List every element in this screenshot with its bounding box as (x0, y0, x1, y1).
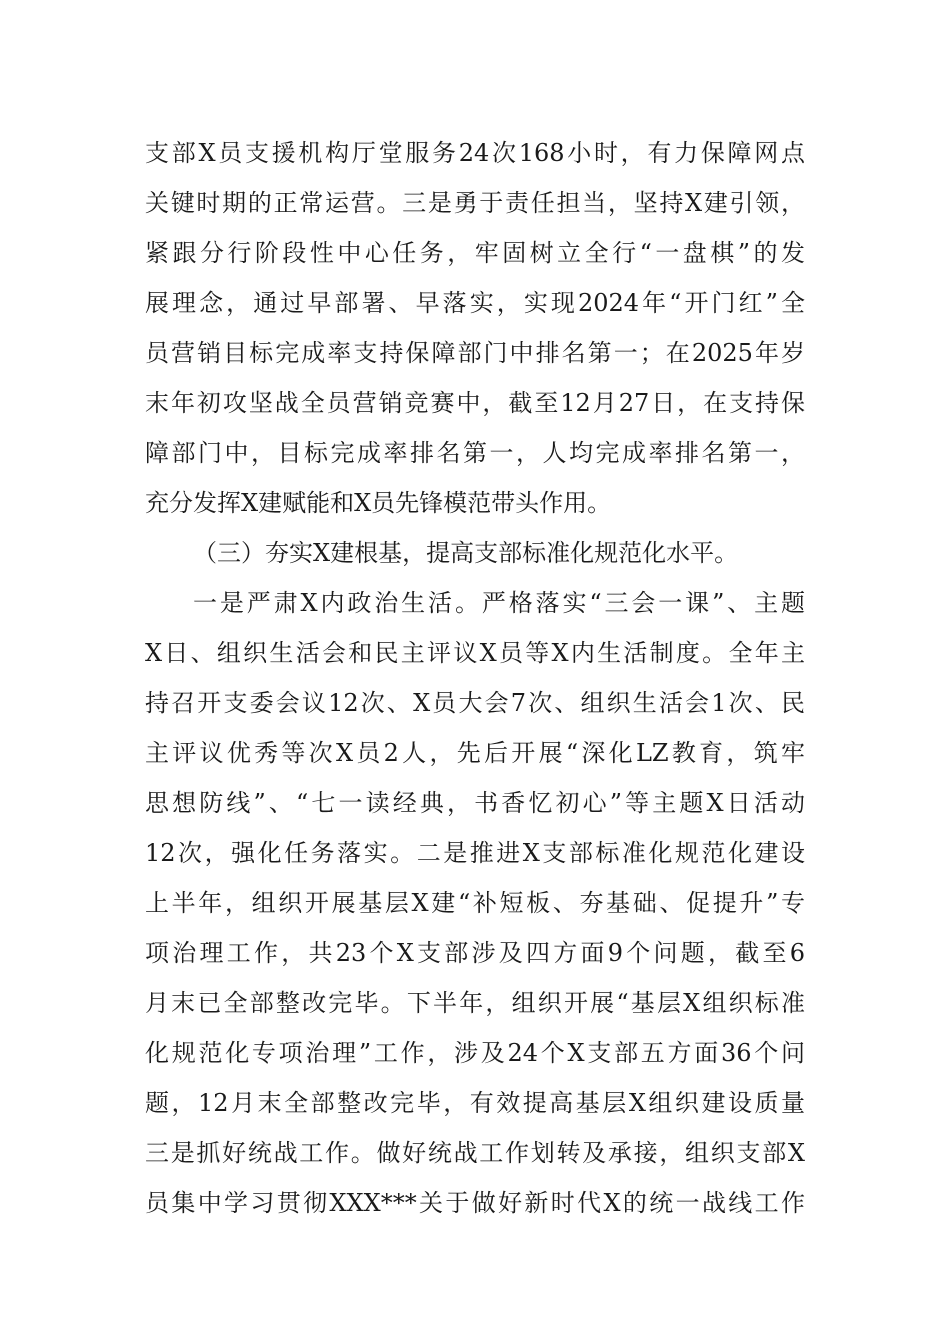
text-line: 题，12月末全部整改完毕，有效提高基层X组织建设质量 (145, 1089, 805, 1117)
text-line: 充分发挥X建赋能和X员先锋模范带头作用。 (145, 489, 612, 517)
body-text (145, 128, 805, 1228)
text-line: 员集中学习贯彻XXX***关于做好新时代X的统一战线工作 (145, 1189, 805, 1217)
text-line: 化规范化专项治理”工作，涉及24个X支部五方面36个问 (145, 1039, 805, 1067)
text-line: 上半年，组织开展基层X建“补短板、夯基础、促提升”专 (145, 889, 805, 917)
text-line: 一是严肃X内政治生活。严格落实“三会一课”、主题 (193, 589, 805, 617)
text-line: 末年初攻坚战全员营销竞赛中，截至12月27日，在支持保 (145, 389, 805, 417)
text-line: 12次，强化任务落实。二是推进X支部标准化规范化建设 (145, 839, 805, 867)
section-heading: （三）夯实X建根基，提高支部标准化规范化水平。 (193, 539, 739, 567)
text-line: 支部X员支援机构厅堂服务24次168小时，有力保障网点 (145, 139, 805, 167)
text-line: 思想防线”、“七一读经典，书香忆初心”等主题X日活动 (145, 789, 805, 817)
text-line: 主评议优秀等次X员2人，先后开展“深化LZ教育，筑牢 (145, 739, 805, 767)
text-line: 三是抓好统战工作。做好统战工作划转及承接，组织支部X (145, 1139, 805, 1167)
text-line: 项治理工作，共23个X支部涉及四方面9个问题，截至6 (145, 939, 805, 967)
text-line: 展理念，通过早部署、早落实，实现2024年“开门红”全 (145, 289, 805, 317)
text-line: X日、组织生活会和民主评议X员等X内生活制度。全年主 (145, 639, 805, 667)
text-line: 持召开支委会议12次、X员大会7次、组织生活会1次、民 (145, 689, 805, 717)
text-line: 紧跟分行阶段性中心任务，牢固树立全行“一盘棋”的发 (145, 239, 805, 267)
text-line: 障部门中，目标完成率排名第一，人均完成率排名第一， (145, 439, 805, 467)
text-line: 月末已全部整改完毕。下半年，组织开展“基层X组织标准 (145, 989, 805, 1017)
text-line: 员营销目标完成率支持保障部门中排名第一；在2025年岁 (145, 339, 805, 367)
text-line: 关键时期的正常运营。三是勇于责任担当，坚持X建引领， (145, 189, 805, 217)
